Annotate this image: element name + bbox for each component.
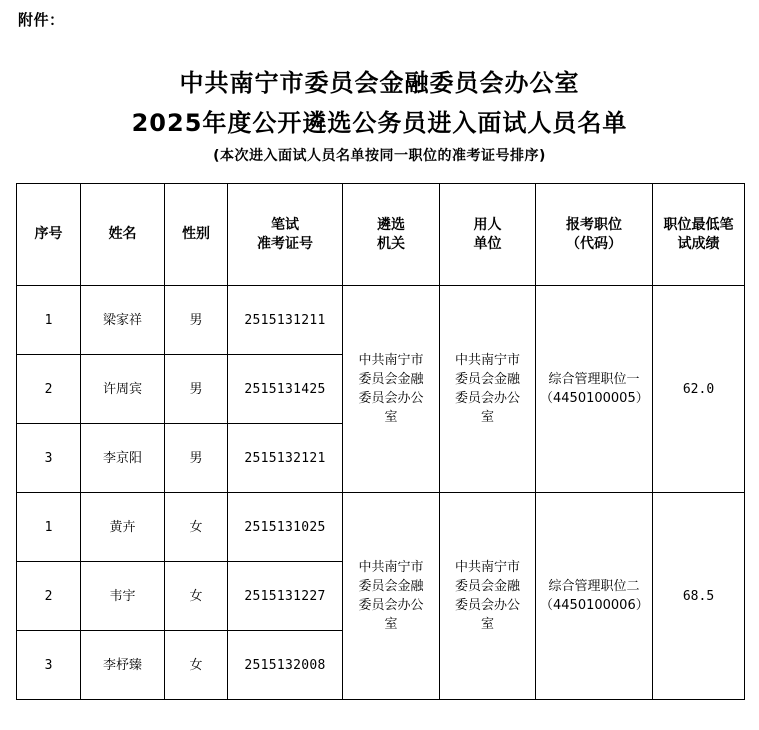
cell-name: 黄卉 [81,493,165,562]
header-employing-unit [440,184,536,286]
header-selecting-org-line1: 遴选 [377,216,405,233]
cell-exam-number: 2515131425 [228,355,343,424]
selecting-org-text: 中共南宁市委员会金融委员会办公室 [358,353,424,425]
cell-name: 李杼臻 [81,631,165,700]
cell-seq: 1 [17,493,81,562]
cell-min-score: 68.5 [653,493,745,700]
cell-employing-unit [440,286,536,493]
cell-gender: 女 [165,631,228,700]
cell-gender: 女 [165,562,228,631]
table-header-row [17,184,745,286]
header-name: 姓名 [81,184,165,286]
cell-exam-number: 2515132121 [228,424,343,493]
cell-gender: 男 [165,355,228,424]
cell-selecting-org [343,286,440,493]
cell-position [536,286,653,493]
header-min-score [653,184,745,286]
selecting-org-text: 中共南宁市委员会金融委员会办公室 [358,560,424,632]
cell-seq: 2 [17,562,81,631]
cell-seq: 3 [17,424,81,493]
cell-name: 韦宇 [81,562,165,631]
cell-position [536,493,653,700]
cell-min-score: 62.0 [653,286,745,493]
cell-gender: 女 [165,493,228,562]
header-position-line1: 报考职位 [566,216,622,233]
cell-exam-number: 2515131227 [228,562,343,631]
table-row [17,286,745,355]
position-code: （4450100006） [540,598,649,613]
cell-gender: 男 [165,286,228,355]
header-position [536,184,653,286]
header-seq: 序号 [17,184,81,286]
header-min-score-line2: 试成绩 [677,235,720,252]
cell-exam-number: 2515131025 [228,493,343,562]
header-exam-number [228,184,343,286]
position-name: 综合管理职位二 [548,579,640,594]
header-selecting-org [343,184,440,286]
employing-unit-text: 中共南宁市委员会金融委员会办公室 [454,560,520,632]
header-exam-number-line2: 准考证号 [257,235,313,252]
table-row [17,493,745,562]
employing-unit-text: 中共南宁市委员会金融委员会办公室 [454,353,520,425]
header-min-score-line1: 职位最低笔 [663,216,734,233]
cell-seq: 2 [17,355,81,424]
header-selecting-org-line2: 机关 [377,235,405,252]
cell-exam-number: 2515131211 [228,286,343,355]
cell-gender: 男 [165,424,228,493]
header-employing-unit-line1: 用人 [473,216,502,233]
cell-seq: 3 [17,631,81,700]
document-title-line1: 中共南宁市委员会金融委员会办公室 [179,69,580,97]
cell-name: 李京阳 [81,424,165,493]
attachment-label: 附件： [18,11,65,29]
cell-name: 许周宾 [81,355,165,424]
cell-employing-unit [440,493,536,700]
header-exam-number-line1: 笔试 [271,216,299,233]
cell-name: 梁家祥 [81,286,165,355]
cell-seq: 1 [17,286,81,355]
header-employing-unit-line2: 单位 [473,235,502,252]
position-name: 综合管理职位一 [548,372,640,387]
document-title-line2: 2025年度公开遴选公务员进入面试人员名单 [131,109,628,137]
cell-exam-number: 2515132008 [228,631,343,700]
cell-selecting-org [343,493,440,700]
header-position-line2: （代码） [566,235,622,252]
header-gender: 性别 [165,184,228,286]
document-subtitle-note: (本次进入面试人员名单按同一职位的准考证号排序) [213,148,546,164]
position-code: （4450100005） [540,391,649,406]
interview-roster-table [16,183,745,700]
